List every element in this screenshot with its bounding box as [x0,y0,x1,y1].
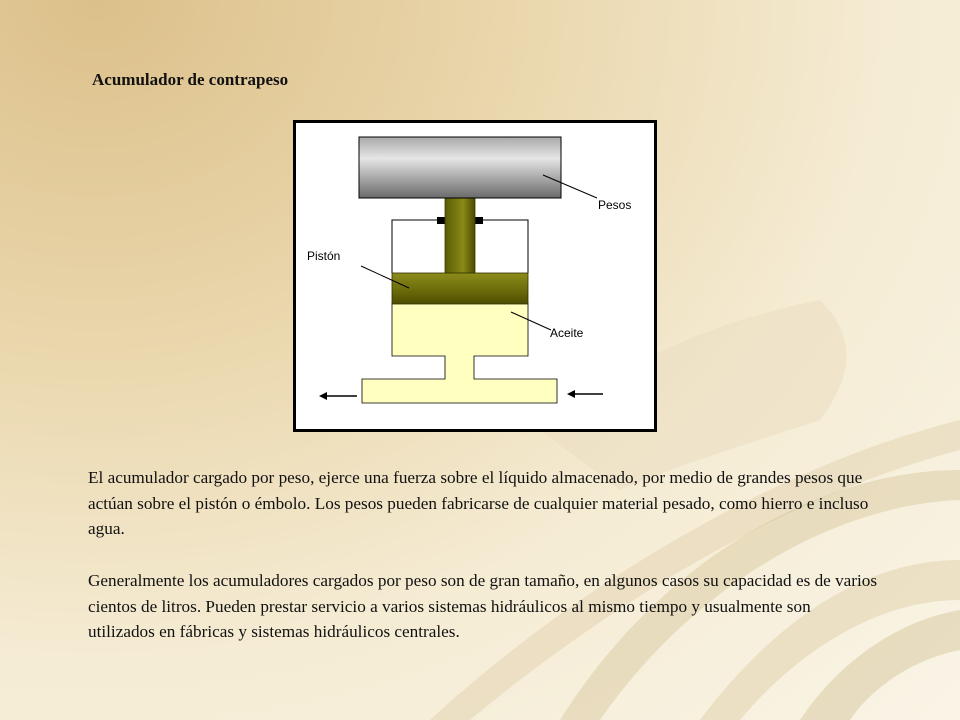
piston-label: Pistón [307,249,341,263]
piston [392,273,528,304]
description-paragraph-2: Generalmente los acumuladores cargados por peso son de gran tamaño, en algunos casos su capacidad es de varios cientos de litros. Pueden prestar servicio a varios sistemas hidráulicos al mismo tiempo y usualmente son utilizados en fábricas y sistemas hidráulicos centrales. [88,571,878,641]
accumulator-diagram [293,120,657,432]
piston-rod [445,198,475,274]
slide-title: Acumulador de contrapeso [92,70,289,89]
weights-label: Pesos [598,198,632,212]
oil-label: Aceite [550,326,584,340]
rod-seal-right [475,217,483,224]
weights-block [359,137,561,198]
rod-seal-left [437,217,445,224]
description-paragraph-1: El acumulador cargado por peso, ejerce una fuerza sobre el líquido almacenado, por medio de grandes pesos que actúan sobre el pistón o émbolo. Los pesos pueden fabricarse de cualquier material pesado, como hierro e incluso agua. [88,468,869,538]
